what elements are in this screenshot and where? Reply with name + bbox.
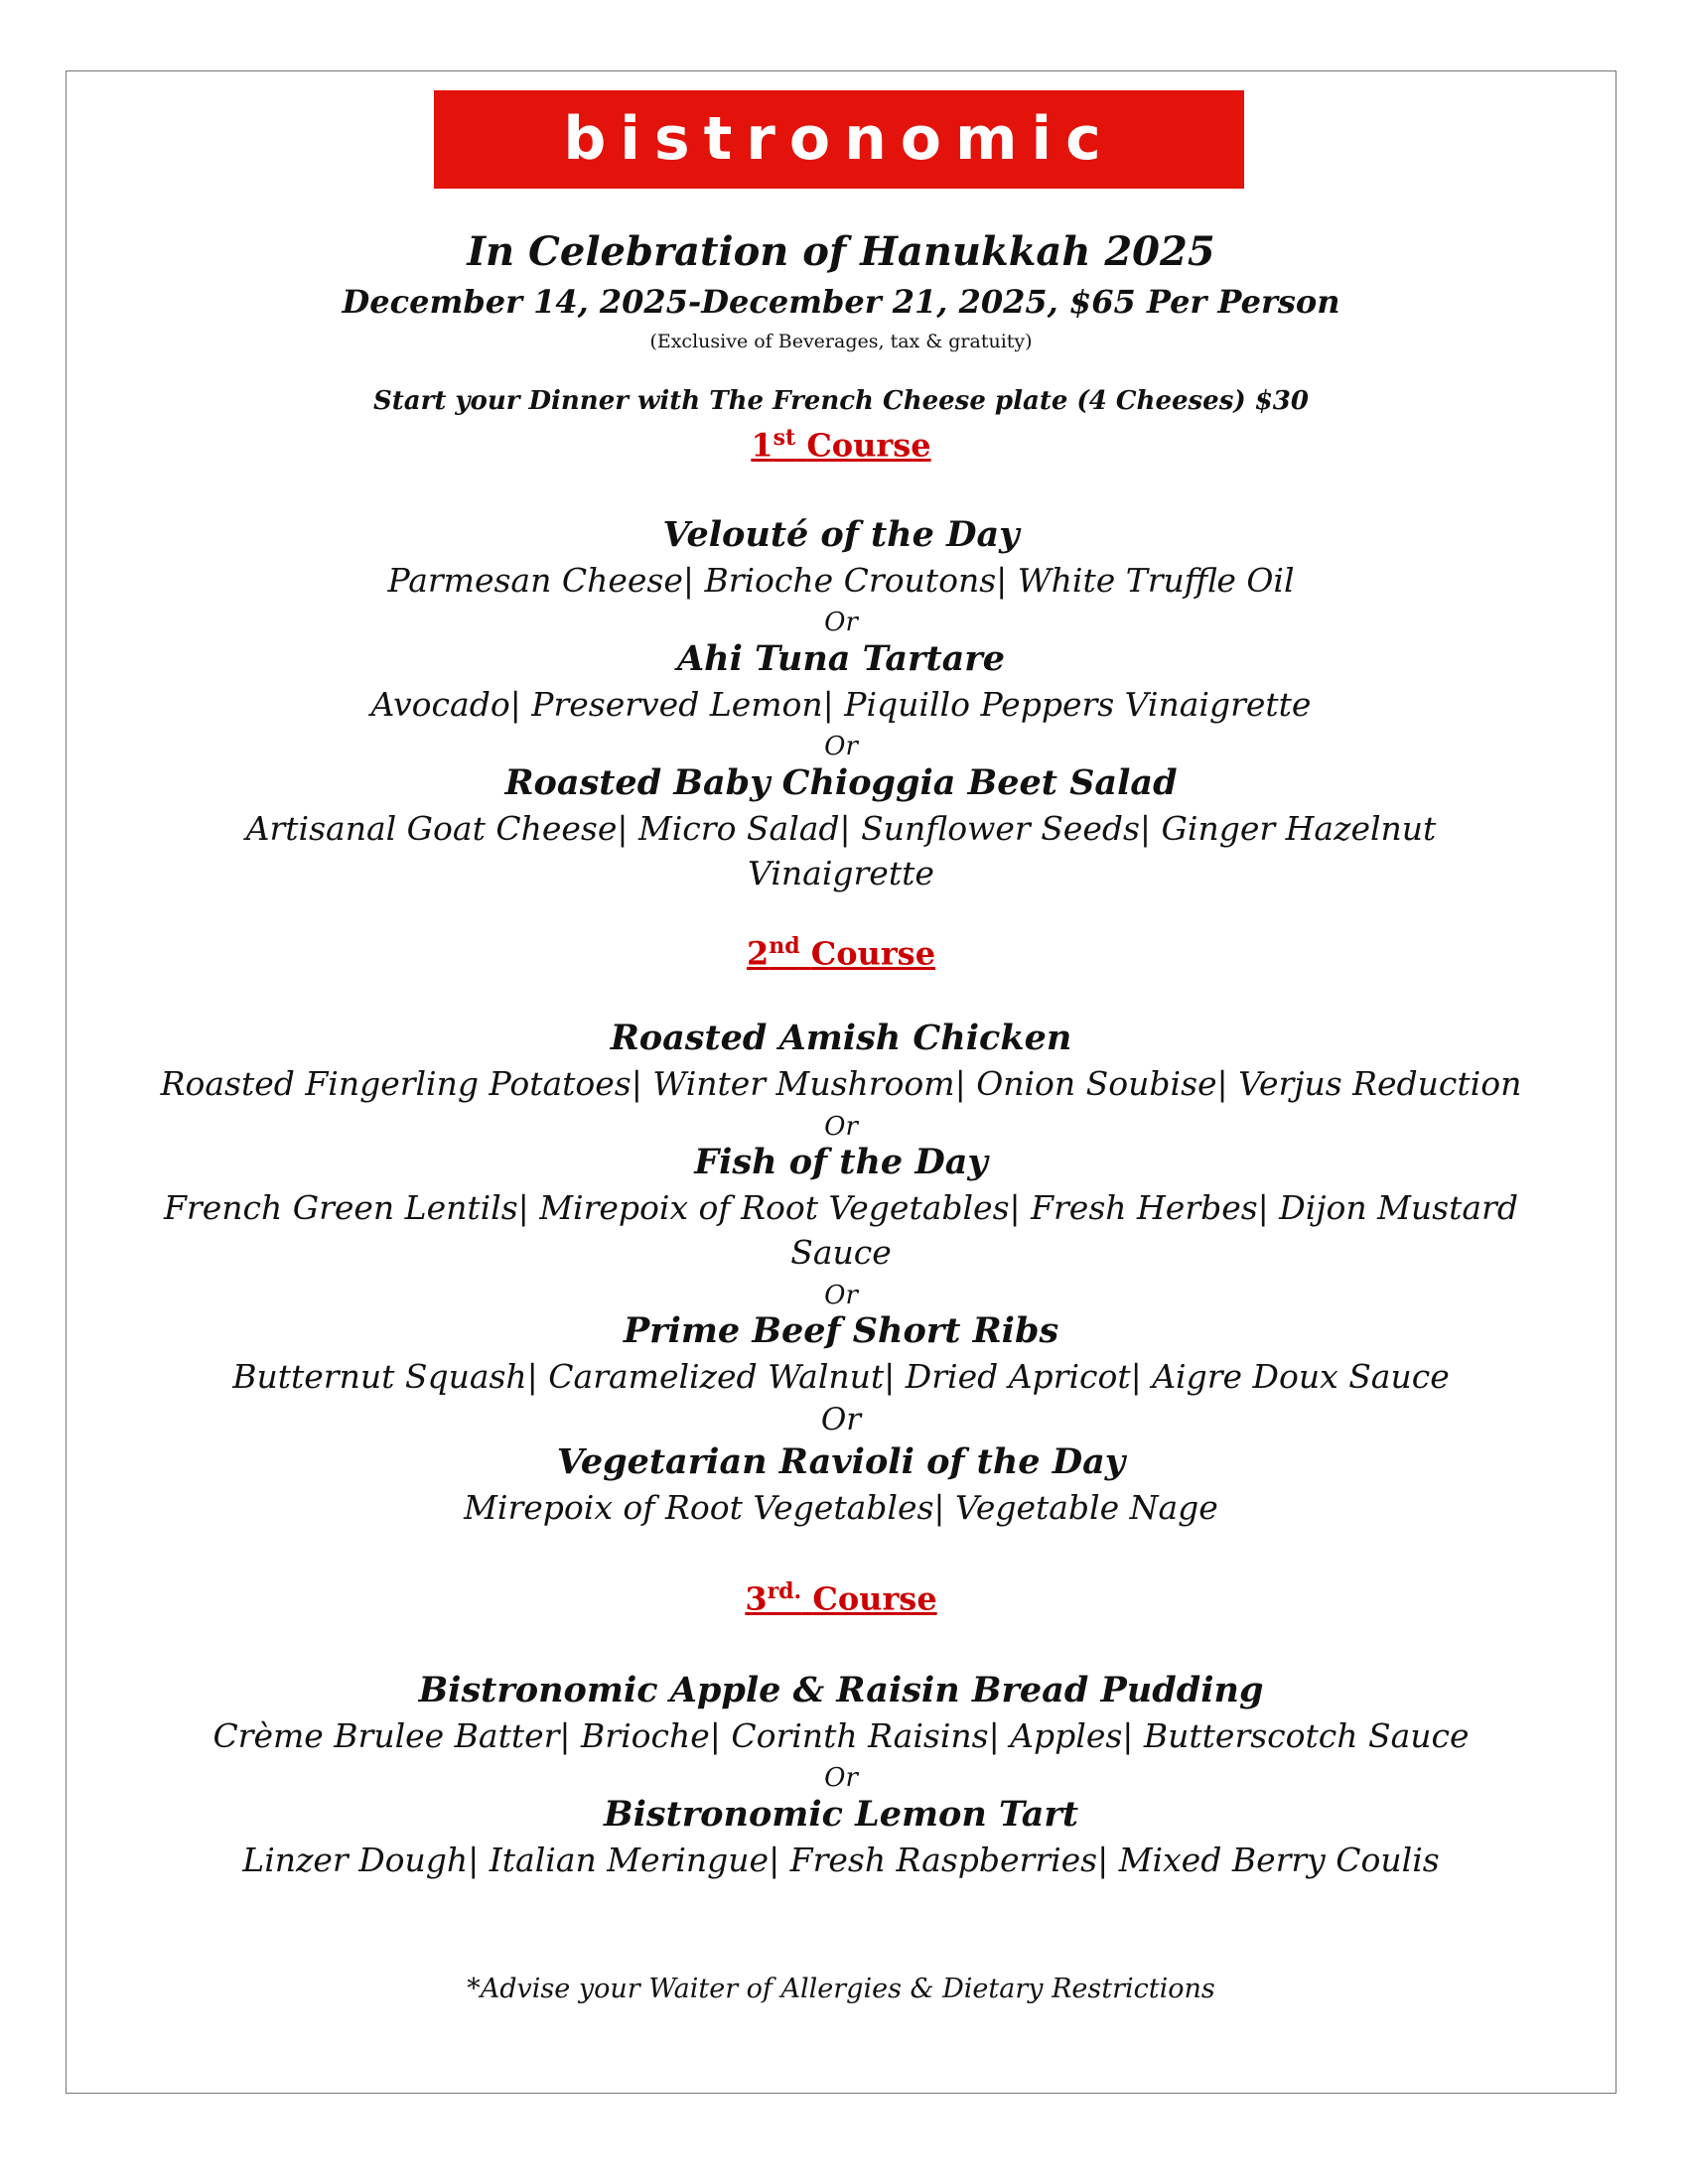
dish-description: Crème Brulee Batter| Brioche| Corinth Raisins| Apples| Butterscotch Sauce	[212, 1716, 1470, 1755]
course-heading-3: $3^{rd.}$ Course	[745, 1578, 937, 1618]
dish-description: Artisanal Goat Cheese| Micro Salad| Sunflower Seeds| Ginger Hazelnut	[245, 809, 1437, 848]
dish-name: Fish of the Day	[694, 1142, 988, 1182]
dish-name: Roasted Baby Chioggia Beet Salad	[504, 762, 1178, 803]
dish-name: Bistronomic Lemon Tart	[603, 1794, 1079, 1835]
or-separator: Or	[824, 1763, 858, 1793]
dish-name: Prime Beef Short Ribs	[623, 1310, 1059, 1351]
course-heading-1: 1st Course	[751, 425, 931, 465]
or-separator: Or	[824, 1112, 858, 1142]
menu-title: In Celebration of Hanukkah 2025	[467, 228, 1215, 275]
dish-description: Roasted Fingerling Potatoes| Winter Mushroom| Onion Soubise| Verjus Reduction	[160, 1064, 1522, 1103]
dish-description: French Green Lentils| Mirepoix of Root Vegetables| Fresh Herbes| Dijon Mustard	[164, 1188, 1518, 1227]
dish-name: Vegetarian Ravioli of the Day	[556, 1441, 1126, 1482]
dish-description: Avocado| Preserved Lemon| Piquillo Peppers Vinaigrette	[370, 685, 1312, 724]
allergy-note: *Advise your Waiter of Allergies & Dietary Restrictions	[467, 1974, 1215, 2004]
dish-description: Mirepoix of Root Vegetables| Vegetable Nage	[464, 1488, 1218, 1527]
dish-name: Velouté of the Day	[662, 514, 1020, 555]
or-separator: Or	[824, 732, 858, 761]
cheese-plate-offer: Start your Dinner with The French Cheese plate (4 Cheeses) $30	[372, 386, 1309, 416]
dish-description: Linzer Dough| Italian Meringue| Fresh Raspberries| Mixed Berry Coulis	[242, 1841, 1440, 1879]
dish-description: Butternut Squash| Caramelized Walnut| Dried Apricot| Aigre Doux Sauce	[232, 1357, 1450, 1396]
or-separator: Or	[824, 1281, 858, 1310]
exclusive-note: (Exclusive of Beverages, tax & gratuity)	[649, 331, 1033, 352]
or-separator: Or	[820, 1402, 862, 1437]
dish-name: Bistronomic Apple & Raisin Bread Pudding	[418, 1670, 1264, 1710]
or-separator: Or	[824, 608, 858, 637]
dish-description: Vinaigrette	[748, 854, 934, 892]
dish-name: Roasted Amish Chicken	[610, 1018, 1072, 1058]
dish-name: Ahi Tuna Tartare	[676, 638, 1006, 679]
dish-description: Parmesan Cheese| Brioche Croutons| White Truffle Oil	[387, 561, 1295, 600]
bistronomic-logo: bistronomic	[434, 90, 1244, 189]
menu-dates: December 14, 2025-December 21, 2025, $65 Per Person	[342, 283, 1340, 321]
dish-description: Sauce	[790, 1233, 892, 1272]
course-heading-2: 2nd Course	[746, 933, 936, 973]
